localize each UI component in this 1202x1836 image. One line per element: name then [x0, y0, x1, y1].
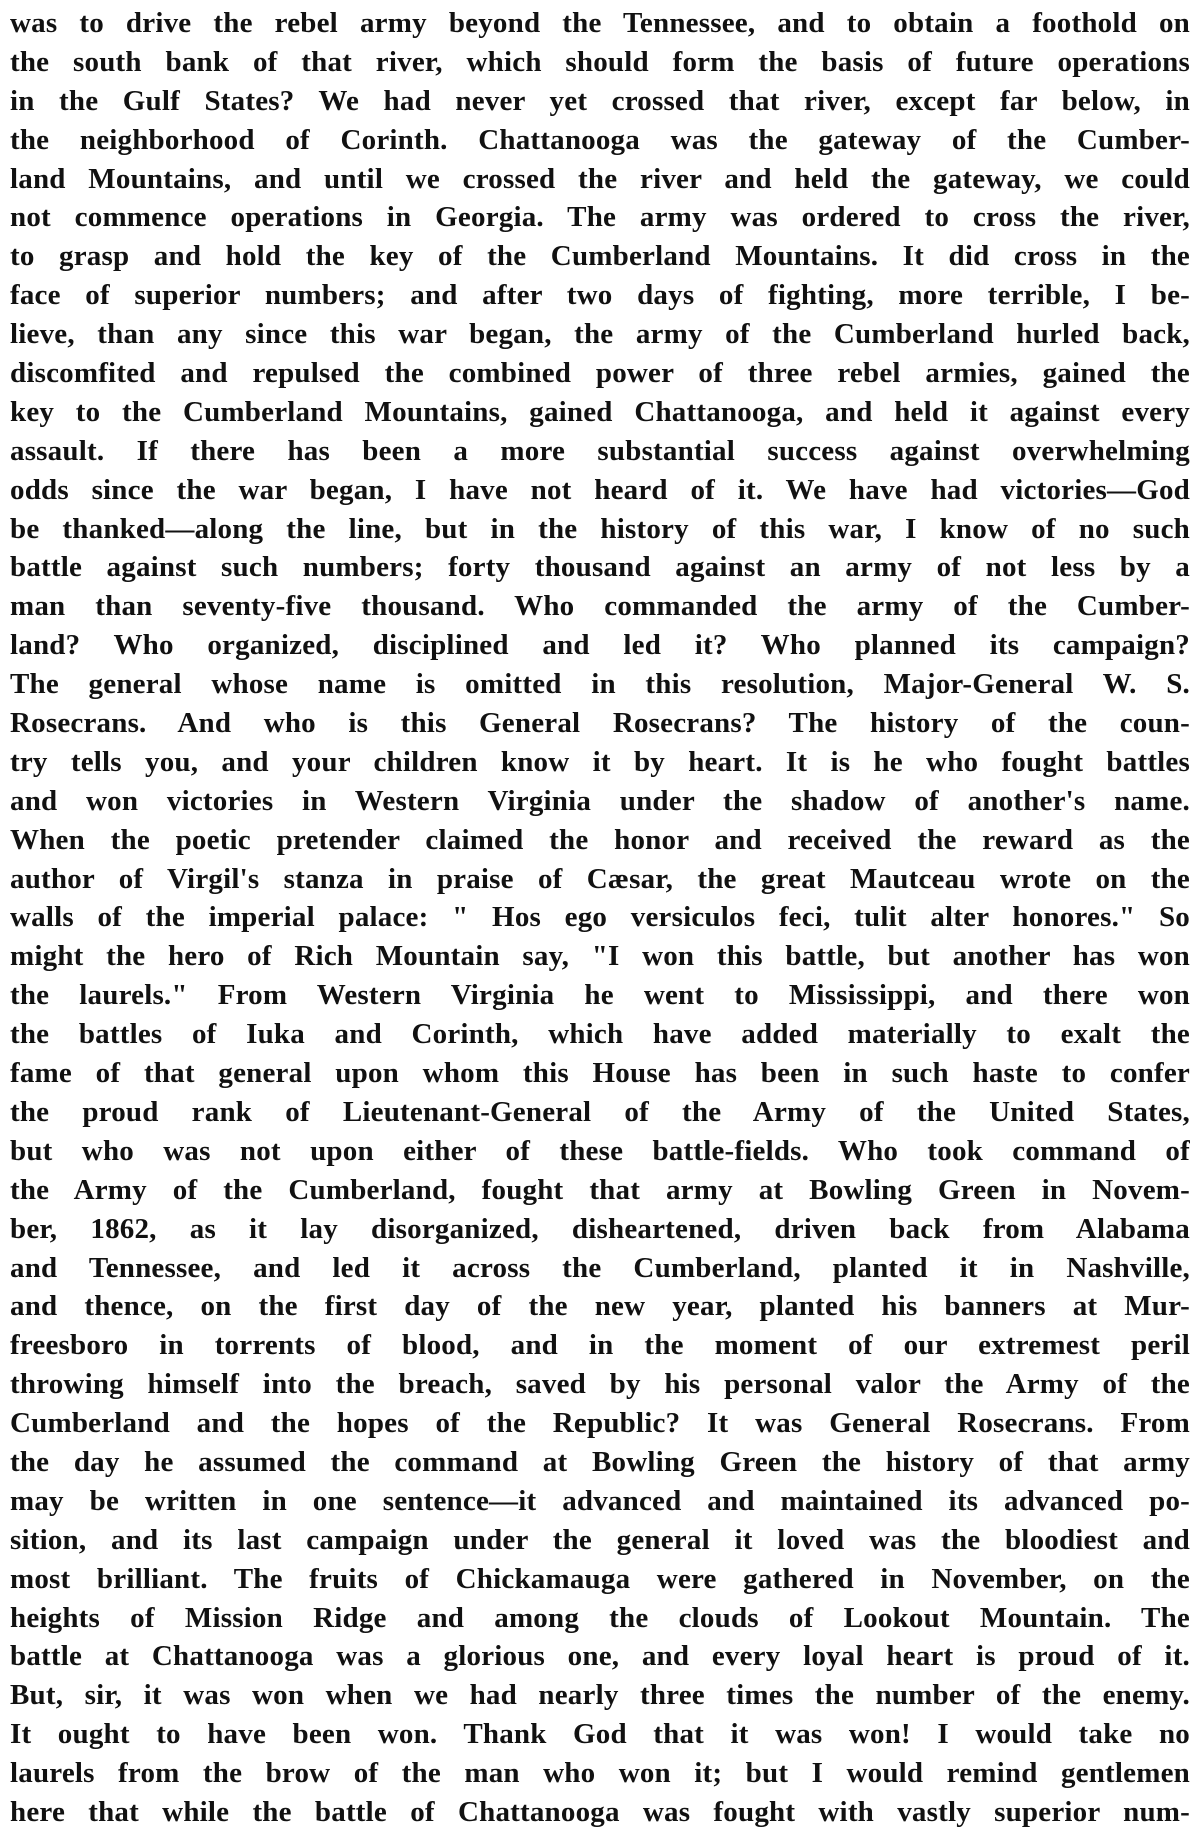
- text-line: may be written in one sentence—it advanced and maintained its advanced po-: [10, 1484, 1190, 1517]
- text-line: lieve, than any since this war began, the army of the Cumberland hurled back,: [10, 318, 1190, 351]
- text-line: here that while the battle of Chattanooga was fought with vastly superior num-: [10, 1795, 1190, 1828]
- text-line: heights of Mission Ridge and among the clouds of Lookout Mountain. The: [10, 1601, 1190, 1634]
- text-line: might the hero of Rich Mountain say, "I won this battle, but another has won: [10, 940, 1190, 973]
- text-line: battle against such numbers; forty thousand against an army of not less by a: [10, 551, 1190, 584]
- text-line: the battles of Iuka and Corinth, which have added materially to exalt the: [10, 1018, 1190, 1051]
- text-line: walls of the imperial palace: " Hos ego versiculos feci, tulit alter honores." So: [10, 901, 1190, 934]
- text-line: freesboro in torrents of blood, and in the moment of our extremest peril: [10, 1329, 1190, 1362]
- document-page: [10, 4, 1190, 1832]
- text-line: When the poetic pretender claimed the honor and received the reward as the: [10, 823, 1190, 856]
- text-line: key to the Cumberland Mountains, gained Chattanooga, and held it against every: [10, 395, 1190, 428]
- text-line: battle at Chattanooga was a glorious one, and every loyal heart is proud of it.: [10, 1640, 1190, 1673]
- text-line: Rosecrans. And who is this General Rosecrans? The history of the coun-: [10, 707, 1190, 740]
- text-line: The general whose name is omitted in this resolution, Major-General W. S.: [10, 668, 1190, 701]
- text-line: But, sir, it was won when we had nearly three times the number of the enemy.: [10, 1679, 1190, 1712]
- text-line: to grasp and hold the key of the Cumberland Mountains. It did cross in the: [10, 240, 1190, 273]
- text-line: in the Gulf States? We had never yet crossed that river, except far below, in: [10, 84, 1190, 117]
- text-line: odds since the war began, I have not heard of it. We have had victories—God: [10, 473, 1190, 506]
- text-line: fame of that general upon whom this House has been in such haste to confer: [10, 1057, 1190, 1090]
- text-line: author of Virgil's stanza in praise of Cæsar, the great Mautceau wrote on the: [10, 862, 1190, 895]
- text-line: but who was not upon either of these battle-fields. Who took command of: [10, 1134, 1190, 1167]
- text-line: and Tennessee, and led it across the Cumberland, planted it in Nashville,: [10, 1251, 1190, 1284]
- text-line: and thence, on the first day of the new year, planted his banners at Mur-: [10, 1290, 1190, 1323]
- text-line: laurels from the brow of the man who won it; but I would remind gentlemen: [10, 1757, 1190, 1790]
- text-line: the proud rank of Lieutenant-General of the Army of the United States,: [10, 1095, 1190, 1128]
- text-line: the Army of the Cumberland, fought that army at Bowling Green in Novem-: [10, 1173, 1190, 1206]
- text-line: discomfited and repulsed the combined power of three rebel armies, gained the: [10, 357, 1190, 390]
- text-line: man than seventy-five thousand. Who commanded the army of the Cumber-: [10, 590, 1190, 623]
- text-line: Cumberland and the hopes of the Republic? It was General Rosecrans. From: [10, 1407, 1190, 1440]
- text-line: assault. If there has been a more substantial success against overwhelming: [10, 434, 1190, 467]
- text-line: the neighborhood of Corinth. Chattanooga was the gateway of the Cumber-: [10, 123, 1190, 156]
- text-line: and won victories in Western Virginia under the shadow of another's name.: [10, 784, 1190, 817]
- text-line: the south bank of that river, which should form the basis of future operations: [10, 45, 1190, 78]
- text-line: the day he assumed the command at Bowling Green the history of that army: [10, 1445, 1190, 1478]
- text-line: try tells you, and your children know it by heart. It is he who fought battles: [10, 745, 1190, 778]
- text-line: be thanked—along the line, but in the history of this war, I know of no such: [10, 512, 1190, 545]
- text-line: land? Who organized, disciplined and led it? Who planned its campaign?: [10, 629, 1190, 662]
- text-line: most brilliant. The fruits of Chickamauga were gathered in November, on the: [10, 1562, 1190, 1595]
- text-line: the laurels." From Western Virginia he went to Mississippi, and there won: [10, 979, 1190, 1012]
- text-line: throwing himself into the breach, saved by his personal valor the Army of the: [10, 1368, 1190, 1401]
- text-line: It ought to have been won. Thank God that it was won! I would take no: [10, 1718, 1190, 1751]
- text-line: ber, 1862, as it lay disorganized, disheartened, driven back from Alabama: [10, 1212, 1190, 1245]
- text-line: face of superior numbers; and after two days of fighting, more terrible, I be-: [10, 279, 1190, 312]
- text-line: not commence operations in Georgia. The army was ordered to cross the river,: [10, 201, 1190, 234]
- text-line: land Mountains, and until we crossed the river and held the gateway, we could: [10, 162, 1190, 195]
- text-line: sition, and its last campaign under the general it loved was the bloodiest and: [10, 1523, 1190, 1556]
- text-line: was to drive the rebel army beyond the Tennessee, and to obtain a foothold on: [10, 7, 1190, 39]
